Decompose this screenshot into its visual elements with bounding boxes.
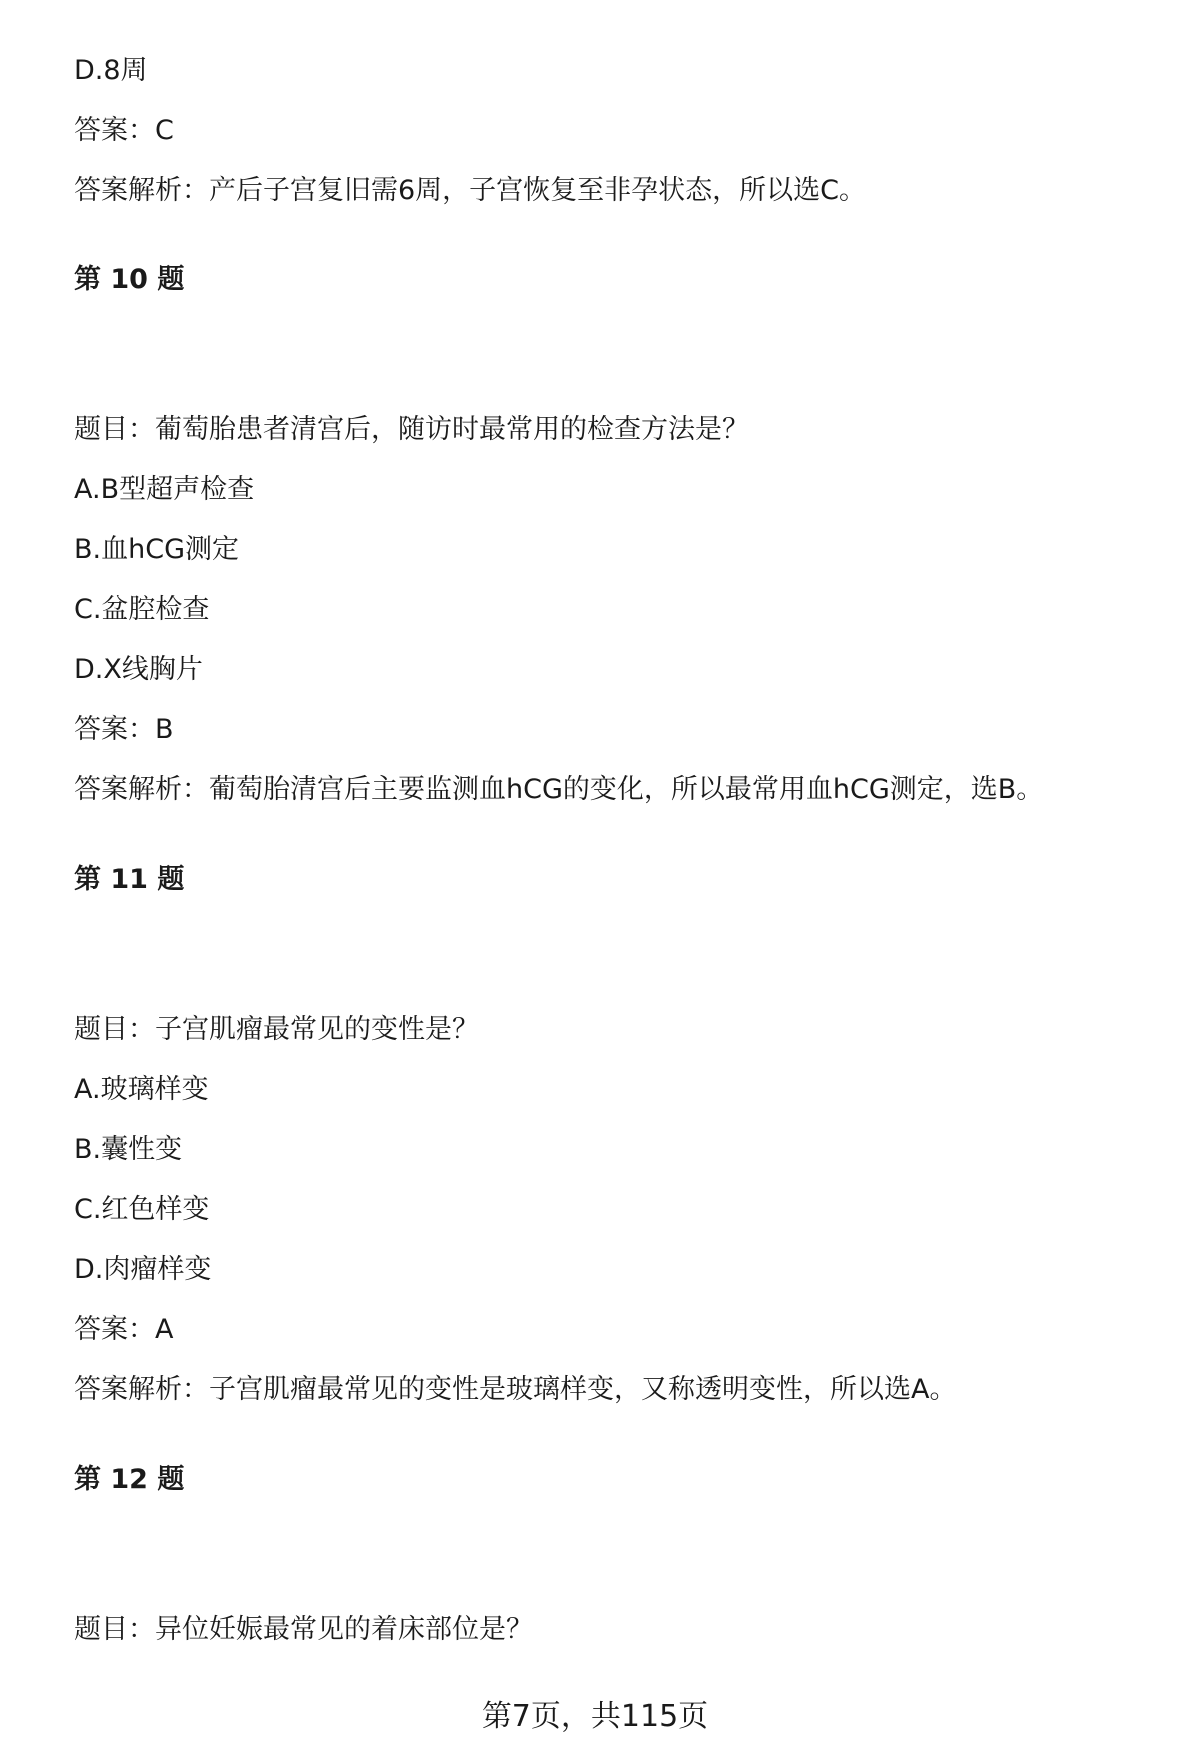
- question-10-option-c: C.盆腔检查: [74, 594, 210, 625]
- question-11-explanation: 答案解析：子宫肌瘤最常见的变性是玻璃样变，又称透明变性，所以选A。: [74, 1374, 957, 1405]
- question-10-answer: 答案：B: [74, 714, 174, 745]
- prev-explanation: 答案解析：产后子宫复旧需6周，子宫恢复至非孕状态，所以选C。: [74, 175, 867, 206]
- question-11-stem: 题目：子宫肌瘤最常见的变性是？: [74, 1014, 479, 1045]
- question-12-heading: 第 12 题: [74, 1464, 185, 1495]
- question-11-heading: 第 11 题: [74, 864, 185, 895]
- question-11-option-b: B.囊性变: [74, 1134, 183, 1165]
- question-11-answer: 答案：A: [74, 1314, 174, 1345]
- prev-option-d: D.8周: [74, 55, 148, 86]
- question-10-option-a: A.B型超声检查: [74, 474, 255, 505]
- question-11-option-d: D.肉瘤样变: [74, 1254, 212, 1285]
- question-11-option-c: C.红色样变: [74, 1194, 210, 1225]
- question-10-explanation: 答案解析：葡萄胎清宫后主要监测血hCG的变化，所以最常用血hCG测定，选B。: [74, 774, 1044, 805]
- page-number-footer: 第7页，共115页: [481, 1699, 709, 1734]
- question-12-stem: 题目：异位妊娠最常见的着床部位是？: [74, 1614, 533, 1645]
- question-10-option-b: B.血hCG测定: [74, 534, 239, 565]
- question-10-stem: 题目：葡萄胎患者清宫后，随访时最常用的检查方法是？: [74, 414, 749, 445]
- question-10-option-d: D.X线胸片: [74, 654, 203, 685]
- question-10-heading: 第 10 题: [74, 264, 185, 295]
- prev-answer: 答案：C: [74, 115, 174, 146]
- question-11-option-a: A.玻璃样变: [74, 1074, 209, 1105]
